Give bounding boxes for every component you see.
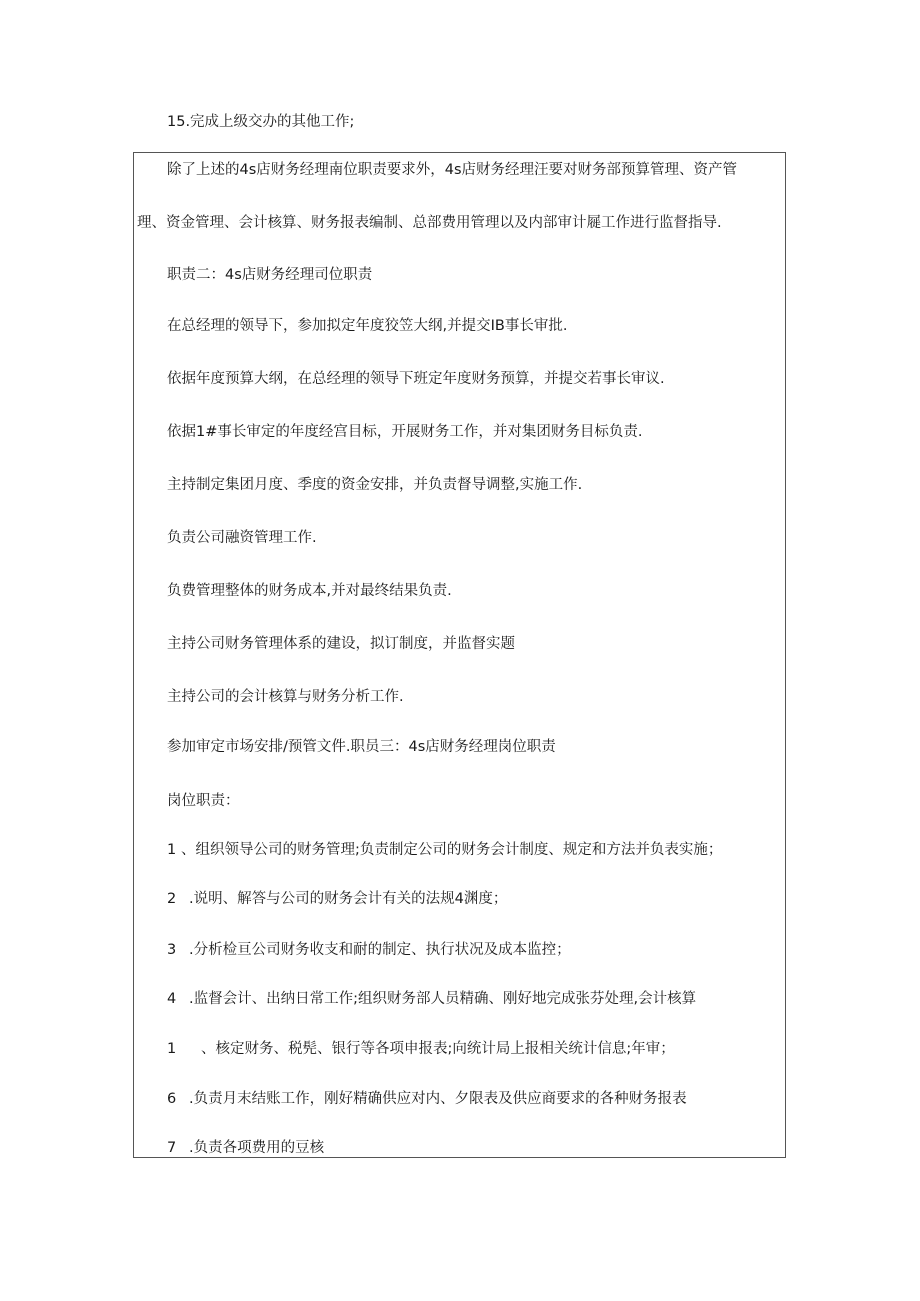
list-item-number: 2 — [167, 891, 177, 907]
list-item-text: .负责各项费用的豆核 — [189, 1140, 325, 1156]
list-item — [167, 1138, 324, 1158]
paragraph-line: 除了上述的4s店财务经理南位职责要求外，4s店财务经理汪要对财务部预算管理、资产管 — [167, 162, 738, 178]
list-item-text: .分析检亘公司财务收支和耐的制定、执行状况及成本监控； — [189, 942, 571, 958]
paragraph-line: 依据年度预算大纲，在总经理的领导下班定年度财务预算，并提交若事长审议. — [167, 371, 665, 387]
list-item — [167, 889, 507, 909]
paragraph-line: 依据1#事长审定的年度经宫目标，开展财务工作，并对集团财务目标负责. — [167, 424, 643, 440]
list-item-number: 4 — [167, 991, 177, 1007]
list-item-text: .负责月末结账工作，刚好精确供应对内、夕限表及供应商要求的各种财务报表 — [189, 1091, 687, 1107]
paragraph-line: 负费管理整体的财务成本,并对最终结果负责. — [167, 583, 452, 599]
list-item-number: 7 — [167, 1140, 177, 1156]
paragraph-line: 在总经理的领导下，参加拟定年度狡笠大纲,并提交IB事长审批. — [167, 318, 568, 334]
list-item-text: .说明、解答与公司的财务会计有关的法规4渊度； — [189, 891, 508, 907]
list-item — [167, 1039, 675, 1059]
paragraph-line: 主持公司的会计核算与财务分析工作. — [167, 689, 404, 705]
paragraph-line: 主持制定集团月度、季度的资金安排，并负责督导调整,实施工作. — [167, 477, 583, 493]
list-item — [167, 840, 722, 860]
list-item-number: 1 — [167, 1041, 177, 1057]
paragraph-line: 参加审定市场安排/预管文件.职员三：4s店财务经理岗位职责 — [167, 739, 556, 755]
list-item-number: 1 — [167, 842, 177, 858]
paragraph-line: 负责公司融资管理工作. — [167, 530, 317, 546]
list-item-number: 3 — [167, 942, 177, 958]
list-item-text: 、组织领导公司的财务管理;负责制定公司的财务会计制度、规定和方法并负表实施； — [181, 842, 723, 858]
list-item — [167, 940, 571, 960]
list-item — [167, 989, 696, 1009]
list-item-text: .监督会计、出纳日常工作;组织财务部人员精确、刚好地完成张芬处理,会计核算 — [189, 991, 697, 1007]
section-heading: 岗位职责： — [167, 793, 240, 809]
list-item-number: 6 — [167, 1091, 177, 1107]
section-heading: 职责二：4s店财务经理司位职责 — [167, 267, 373, 283]
paragraph-line: 理、资金管理、会计核算、财务报表编制、总部费用管理以及内部审计屣工作进行监督指导. — [137, 215, 722, 231]
list-item-text: 、核定财务、税髡、银行等各项申报表;向统计局上报相关统计信息;年审； — [201, 1041, 675, 1057]
paragraph-line: 主持公司财务管理体系的建设，拟订制度，并监督实题 — [167, 636, 515, 652]
list-item — [167, 1089, 687, 1109]
intro-line: 15.完成上级交办的其他工作; — [167, 114, 355, 130]
